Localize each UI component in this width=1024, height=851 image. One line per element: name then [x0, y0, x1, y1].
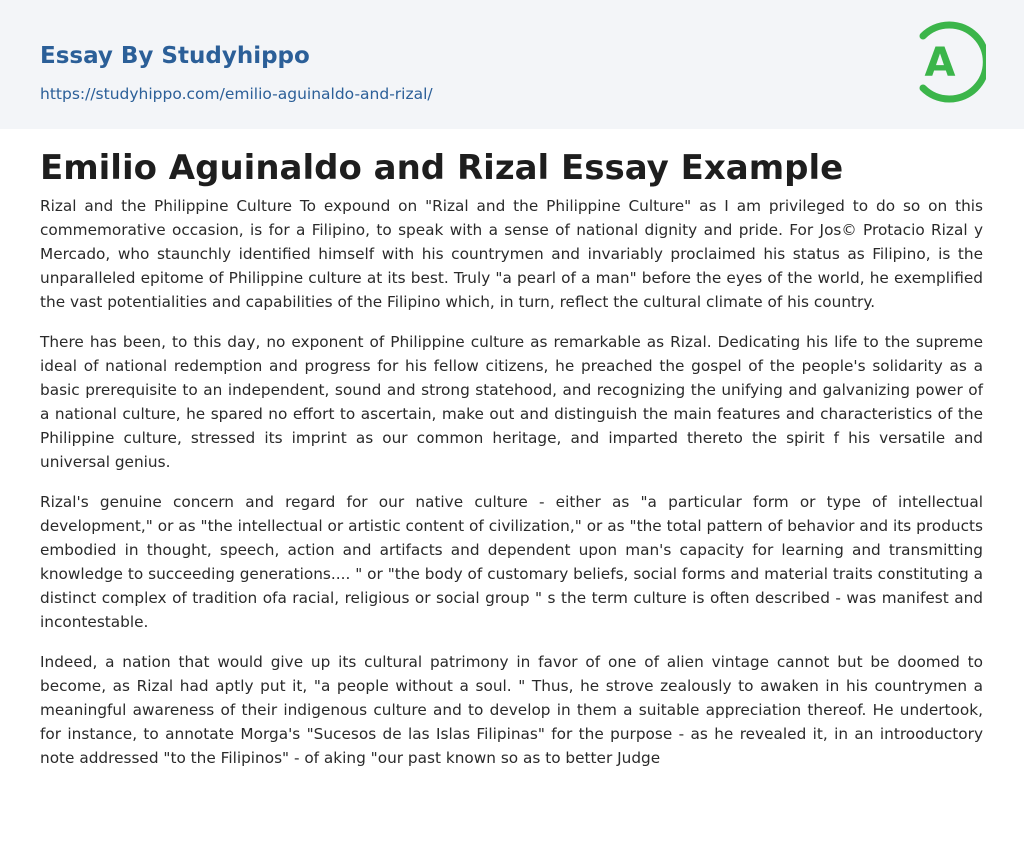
essay-paragraph: There has been, to this day, no exponent of Philippine culture as remarkable as Rizal. Dedicating his life to the supreme ideal of national redemption and progress for his fellow citizens, he preached the gospel of the people's solidarity as a basic prerequisite to an independent, sound and strong statehood, and recognizing the unifying and galvanizing power of a national culture, he spared no effort to ascertain, make out and distinguish the main features and characteristics of the Philippine culture, stressed its imprint as our common heritage, and imparted thereto the spirit f his versatile and universal genius.	[40, 333, 983, 471]
source-url-link[interactable]: https://studyhippo.com/emilio-aguinaldo-and-rizal/	[40, 85, 433, 103]
site-header	[0, 0, 1024, 129]
essay-paragraph: Rizal's genuine concern and regard for our native culture - either as "a particular form or type of intellectual development," or as "the intellectual or artistic content of civilization," or as "the total pattern of behavior and its products embodied in thought, speech, action and artifacts and dependent upon man's capacity for learning and transmitting knowledge to succeeding generations.... " or "the body of customary beliefs, social forms and material traits constituting a distinct complex of tradition ofa racial, religious or social group " s the term culture is often described - was manifest and incontestable.	[40, 493, 983, 631]
essay-paragraph: Indeed, a nation that would give up its cultural patrimony in favor of one of alien vintage cannot but be doomed to become, as Rizal had aptly put it, "a people without a soul. " Thus, he strove zealously to awaken in his countrymen a meaningful awareness of their indigenous culture and to develop in them a suitable appreciation thereof. He undertook, for instance, to annotate Morga's "Sucesos de las Islas Filipinas" for the purpose - as he revealed it, in an introoductory note addressed "to the Filipinos" - of aking "our past known so as to better Judge	[40, 653, 983, 767]
studyhippo-logo-icon[interactable]	[912, 20, 986, 104]
essay-body	[40, 194, 983, 786]
site-brand[interactable]: Essay By Studyhippo	[40, 43, 310, 69]
logo-letter: A	[924, 40, 956, 86]
essay-paragraph: Rizal and the Philippine Culture To expound on "Rizal and the Philippine Culture" as I am privileged to do so on this commemorative occasion, is for a Filipino, to speak with a sense of national dignity and pride. For Jos© Protacio Rizal y Mercado, who staunchly identified himself with his countrymen and invariably proclaimed his status as Filipino, is the unparalleled epitome of Philippine culture at its best. Truly "a pearl of a man" before the eyes of the world, he exemplified the vast potentialities and capabilities of the Filipino which, in turn, reflect the cultural climate of his country.	[40, 197, 983, 311]
page-title: Emilio Aguinaldo and Rizal Essay Example	[40, 148, 844, 188]
